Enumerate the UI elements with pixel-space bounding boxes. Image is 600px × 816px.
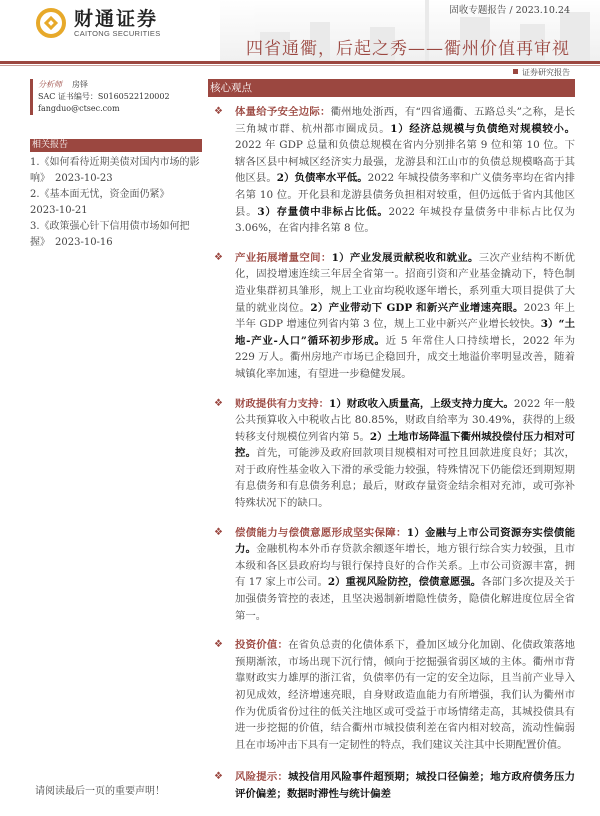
section-risk — [214, 769, 575, 802]
body-text: 首先，可能涉及政府回款项目规模相对可控且回款进度良好；其次，对于政府性基金收入下滑的承受能力较强，特殊情况下仍能偿还到期短期有息债务和有息债务利息；最后，财政存量资金结余相对充沛，或可弥补特殊状况下的缺口。 — [235, 447, 575, 510]
section-title: 偿债能力与偿债意愿形成坚实保障： — [235, 526, 407, 539]
key-point-text: 3）存量债中非标占比低。 — [257, 205, 389, 218]
key-point-text: 1）产业发展贡献税收和就业。 — [331, 251, 479, 264]
research-label-text: 证券研究报告 — [522, 68, 570, 77]
body-text: 2022 年 GDP 总量和负债总规模在省内分别排名第 9 位和第 10 位。下辖各区县中柯城区经济实力最强，龙游县和江山市的负债总规模略高于其他区县。 — [235, 139, 575, 185]
section-solvency — [214, 525, 575, 625]
analyst-name: 房铎 — [72, 80, 88, 89]
section-title: 体量给予安全边际： — [235, 106, 331, 118]
analyst-label: 分析师 — [38, 80, 62, 89]
related-reports-heading: 相关报告 — [30, 139, 202, 152]
logo-icon — [36, 8, 66, 38]
body-text: 近 5 年常住人口持续增长，2022 年为 229 万人。衢州房地产市场已企稳回升，成交土地溢价率明显改善，随着城镇化率加速，有望进一步稳健发展。 — [235, 334, 575, 380]
section-title: 投资价值： — [235, 639, 289, 652]
footer-notice: 请阅读最后一页的重要声明！ — [35, 786, 165, 797]
report-title: 四省通衢，后起之秀——衢州价值再审视 — [246, 39, 570, 59]
analyst-sac: SAC 证书编号：S0160522120002 — [38, 92, 170, 101]
key-point-text: 1）财政收入质量高，上级支持力度大。 — [329, 397, 514, 410]
key-point-text: 城投信用风险事件超预期；城投口径偏差；地方政府债务压力评价偏差；数据时滞性与统计偏差 — [235, 771, 576, 800]
logo-english-name: CAITONG SECURITIES — [74, 28, 161, 38]
body-text: 2022 年城投存量债务中非标占比仅为 3.06%，在省内排名第 8 位。 — [235, 205, 575, 235]
diamond-bullet-icon: ❖ — [214, 639, 223, 651]
header-divider — [0, 61, 600, 64]
analyst-info — [30, 79, 202, 115]
body-text: 三次产业结构不断优化，固投增速连续三年居全省第一。招商引资和产业基金撬动下，特色制造业集群初具雏形，规上工业亩均税收逐年增长，系列重大项目提供了大量的就业岗位。 — [235, 251, 575, 314]
body-text: 金融机构本外币存贷款余额逐年增长，地方银行综合实力较强，且市本级和各区县政府均与银行保持良好的合作关系。上市公司资源丰富，拥有 17 家上市公司。 — [235, 543, 575, 589]
diamond-bullet-icon: ❖ — [214, 251, 223, 263]
body-text: 各部门多次提及关于加强债务管控的表述，且坚决遏制新增隐性债务，隐债化解进度位居全省第一。 — [235, 576, 576, 622]
related-reports — [30, 139, 202, 251]
body-text: 衢州地处浙西，有“四省通衢、五路总头”之称，是长三角城市群、杭州都市圈成员。 — [235, 106, 576, 135]
key-point-text: 2）土地市场降温下衢州城投偿付压力相对可控。 — [235, 430, 575, 460]
body-text: 2023 年上半年 GDP 增速位列省内第 3 位，规上工业中新兴产业增长较快。 — [235, 301, 575, 331]
key-point-text: 3）“土地-产业-人口”循环初步形成。 — [235, 318, 575, 347]
logo-chinese-name: 财通证券 — [74, 7, 159, 30]
key-point-text: 2）重视风险防控，偿债意愿强。 — [327, 576, 482, 589]
related-report-item[interactable]: 1.《如何看待近期美债对国内市场的影响》 2023-10-23 — [30, 157, 200, 184]
diamond-bullet-icon: ❖ — [214, 526, 223, 538]
diamond-bullet-icon: ❖ — [214, 771, 223, 783]
related-report-item[interactable]: 2.《基本面无忧，资金面仍紧》 2023-10-21 — [30, 189, 175, 216]
section-title: 风险提示： — [235, 771, 289, 784]
section-fiscal — [214, 396, 575, 512]
section-scale — [214, 104, 575, 237]
diamond-bullet-icon: ❖ — [214, 397, 223, 409]
key-point-text: 1）金融与上市公司资源夯实偿债能力。 — [235, 526, 575, 556]
key-point-text: 1）经济总规模与负债绝对规模较小。 — [390, 122, 576, 135]
report-type-date: 固收专题报告 / 2023.10.24 — [449, 5, 570, 16]
square-bullet-icon — [513, 69, 518, 74]
core-views — [208, 79, 575, 816]
core-views-heading: 核心观点 — [208, 79, 575, 97]
section-title: 产业拓展增量空间： — [235, 251, 332, 264]
diamond-bullet-icon: ❖ — [214, 106, 223, 117]
section-title: 财政提供有力支持： — [235, 397, 330, 410]
related-report-item[interactable]: 3.《政策强心针下信用债市场如何把握》 2023-10-16 — [30, 221, 190, 248]
analyst-email[interactable]: fangduo@ctsec.com — [38, 104, 120, 113]
body-text: 在省负总责的化债体系下，叠加区域分化加剧、化债政策落地预期渐浓，市场出现下沉行情，倾向于挖掘强省弱区域的主体。衢州市背靠财政实力雄厚的浙江省，负债率仍有一定的安全边际，且当前产业导入初见成效，经济增速亮眼，自身财政造血能力有所增强，我们认为衢州市作为优质省份过往的低关注地区或可受益于市场情绪走高，其城投债具有进一步挖掘的价值，结合衢州市城投债利差在省内相对较高，流动性偏弱且在市场冲击下具有一定韧性的特点，我们建议关注其中长期配置价值。 — [235, 639, 576, 751]
section-industry — [214, 250, 575, 383]
left-sidebar — [30, 79, 202, 251]
key-point-text: 2）产业带动下 GDP 和新兴产业增速亮眼。 — [310, 301, 524, 314]
body-text: 2022 年一般公共预算收入中税收占比 80.85%，财政自给率为 30.49%，获得的上级转移支付规模位列省内第 5。 — [235, 397, 576, 443]
body-text: 2022 年城投债务率和广义债务率均在省内排名第 10 位。开化县和龙游县债务负担相对较重，但仍远低于省内其他区县。 — [235, 172, 576, 218]
header-divider-thin — [0, 65, 600, 66]
company-logo — [36, 8, 161, 38]
key-point-text: 2）负债率水平低。 — [276, 172, 368, 185]
section-investment-value — [214, 637, 575, 753]
research-label — [513, 68, 570, 78]
